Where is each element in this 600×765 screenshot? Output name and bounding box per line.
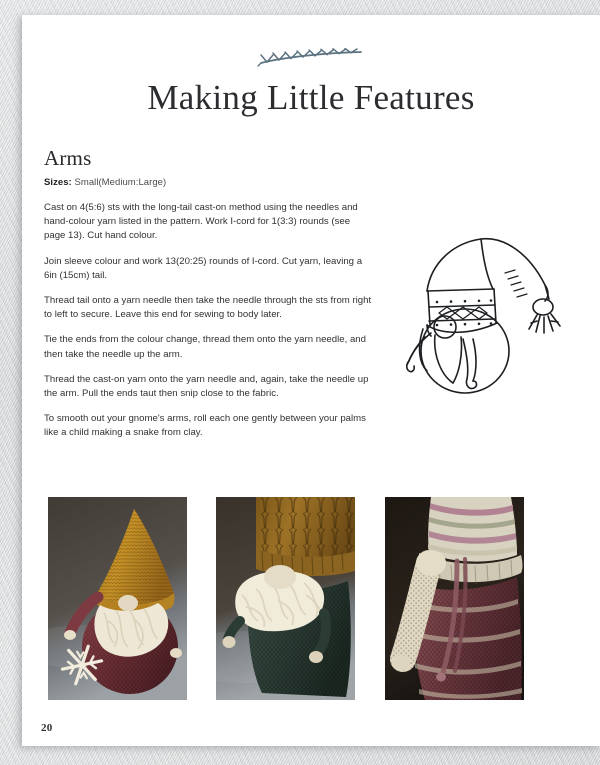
instructions-body [44,201,374,452]
book-page [22,15,600,746]
page-number: 20 [41,722,53,734]
instruction-paragraph: To smooth out your gnome's arms, roll each one gently between your palms like a child making a snake from clay. [44,413,366,439]
photo-large-arms [385,497,524,700]
photo-medium-arms [216,497,355,700]
sizes-label: Sizes: [44,177,72,188]
photo-small-arms [48,497,187,700]
sizes-value: Small(Medium:Large) [74,177,167,188]
instruction-paragraph: Tie the ends from the colour change, thread them onto the yarn needle, and then take the needle up the arm. [44,334,366,360]
instruction-paragraph: Cast on 4(5:6) sts with the long-tail cast-on method using the needles and hand-colour yarn listed in the pattern. Work I-cord for 1(3:3) rounds (see page 13). Cut hand colour. [44,202,358,242]
leafy-branch-ornament [22,48,600,70]
section-heading: Arms [44,146,92,170]
gnome-line-drawing [397,229,587,404]
instruction-paragraph: Thread tail onto a yarn needle then take the needle through the sts from right to left to secure. Leave this end for sewing to body later. [44,295,372,321]
instruction-paragraph: Join sleeve colour and work 13(20:25) rounds of I-cord. Cut yarn, leaving a 6in (15cm) tail. [44,255,363,281]
instruction-paragraph: Thread the cast-on yarn onto the yarn needle and, again, take the needle up the arm. Pull the ends taut then snip close to the fabric. [44,373,369,400]
page-title: Making Little Features [147,78,475,117]
sizes-line [44,177,166,188]
